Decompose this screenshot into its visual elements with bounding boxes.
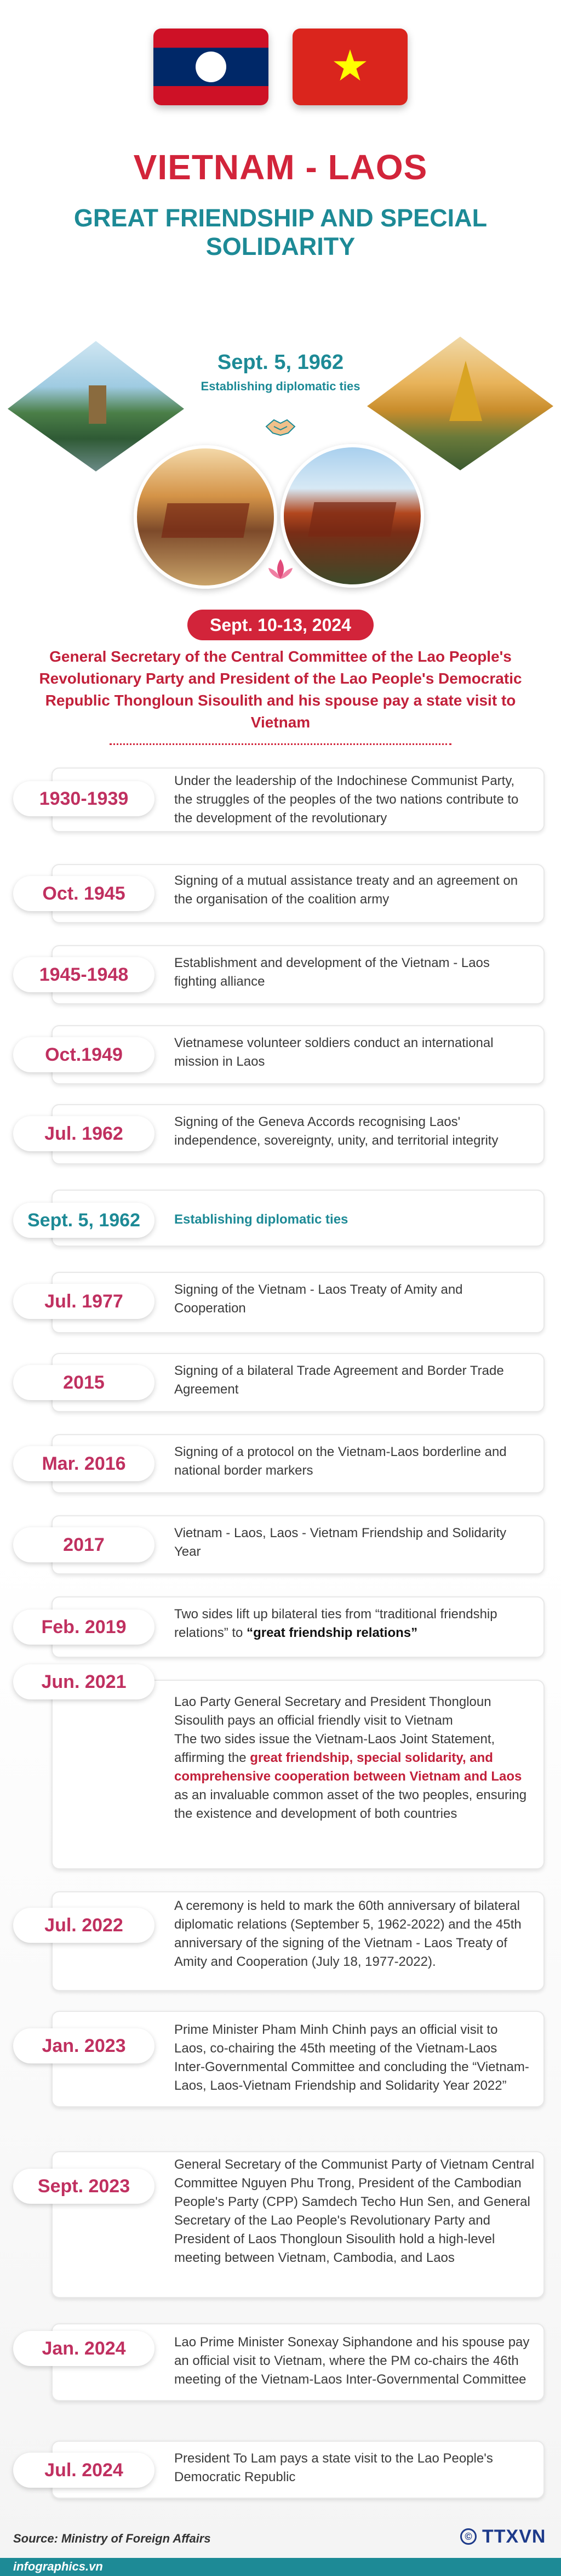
footer-bar (0, 2558, 561, 2576)
timeline-text: Vietnamese volunteer soldiers conduct an international mission in Laos (174, 1036, 494, 1069)
footer (0, 2498, 561, 2576)
timeline-text: Lao Party General Secretary and President Thongloun Sisoulith pays an official friendly visit to Vietnam The two sides issue the Vietnam-Laos Joint Statement, affirming the great friendship, special solidarity, and comprehensive cooperation between Vietnam and Laos as an invaluable common asset of the two peoples, ensuring the existence and development of both countries (174, 1694, 527, 1821)
timeline-date: Mar. 2016 (13, 1446, 154, 1481)
timeline-text: Signing of a bilateral Trade Agreement and Border Trade Agreement (174, 1363, 504, 1397)
timeline-text: Signing of a protocol on the Vietnam-Laos borderline and national border markers (174, 1445, 507, 1478)
source-credit: Source: Ministry of Foreign Affairs (13, 2532, 211, 2545)
timeline-date: 2017 (13, 1527, 154, 1562)
handshake-icon (264, 410, 297, 443)
timeline-date: Sept. 2023 (13, 2169, 154, 2204)
timeline-date: Jul. 1962 (13, 1116, 154, 1151)
state-visit-date-badge: Sept. 10-13, 2024 (187, 610, 374, 640)
page-subtitle: GREAT FRIENDSHIP AND SPECIAL SOLIDARITY (73, 204, 488, 260)
timeline-text: President To Lam pays a state visit to the Lao People's Democratic Republic (174, 2451, 493, 2484)
timeline-text: Vietnam - Laos, Laos - Vietnam Friendship and Solidarity Year (174, 1526, 507, 1559)
timeline-text: Under the leadership of the Indochinese Communist Party, the struggles of the peoples of the two nations contribute to the development of the revolutionary (174, 774, 519, 826)
timeline-date: Jan. 2024 (13, 2331, 154, 2366)
hero-date-1962-label: Establishing diplomatic ties (201, 379, 360, 393)
timeline-date: 1930-1939 (13, 781, 154, 816)
page-title: VIETNAM - LAOS (133, 147, 428, 187)
timeline-date: Oct. 1945 (13, 876, 154, 911)
timeline-text: Signing of the Vietnam - Laos Treaty of Amity and Cooperation (174, 1282, 463, 1316)
lotus-icon (265, 555, 296, 585)
lao-temple-photo (280, 444, 424, 588)
timeline-text: Lao Prime Minister Sonexay Siphandone and his spouse pay an official visit to Vietnam, where the PM co-chairs the 46th meeting of the Vietnam-Laos Inter-Governmental Committee (174, 2335, 530, 2387)
timeline-text: Signing of a mutual assistance treaty and an agreement on the organisation of the coalition army (174, 873, 518, 907)
timeline-date: Jan. 2023 (13, 2028, 154, 2063)
timeline-date: Jul. 2022 (13, 1908, 154, 1943)
site-link[interactable]: infographics.vn (13, 2560, 103, 2573)
timeline-text: A ceremony is held to mark the 60th anniversary of bilateral diplomatic relations (September 5, 1962-2022) and the 45th anniversary of the signing of the Vietnam - Laos Treaty of Amity and Cooperation (July 18, 1977-2022). (174, 1898, 522, 1969)
timeline-date: 1945-1948 (13, 957, 154, 992)
timeline-text: Signing of the Geneva Accords recognising Laos' independence, sovereignty, unity, and territorial integrity (174, 1114, 499, 1148)
laos-flag-icon (153, 29, 268, 105)
timeline-date: Jul. 1977 (13, 1284, 154, 1319)
timeline-date: Jun. 2021 (13, 1664, 154, 1699)
hero-illustration (0, 329, 561, 636)
timeline-text: Prime Minister Pham Minh Chinh pays an official visit to Laos, co-chairing the 45th meeting of the Vietnam-Laos Inter-Governmental Committee and concluding the “Vietnam-Laos, Laos-Vietnam Friendship and Solidarity Year 2022” (174, 2022, 529, 2093)
timeline-text: Two sides lift up bilateral ties from “traditional friendship relations” to “great friendship relations” (174, 1607, 497, 1640)
timeline-date: Jul. 2024 (13, 2453, 154, 2488)
timeline-text: Establishment and development of the Vietnam - Laos fighting alliance (174, 956, 490, 989)
hero-date-1962: Sept. 5, 1962 (217, 351, 344, 374)
timeline-text: General Secretary of the Communist Party of Vietnam Central Committee Nguyen Phu Trong, President of the Cambodian People's Party (CPP) Samdech Techo Hun Sen, and General Secretary of the Lao People's Revolutionary Party and President of Laos Thongloun Sisoulith hold a high-level meeting between Vietnam, Cambodia, and Laos (174, 2157, 535, 2265)
timeline-text: Establishing diplomatic ties (174, 1212, 348, 1227)
timeline-date: 2015 (13, 1365, 154, 1400)
vietnam-flag-icon: ★ (293, 29, 408, 105)
timeline-date: Oct.1949 (13, 1037, 154, 1072)
timeline-date: Feb. 2019 (13, 1610, 154, 1645)
timeline-date: Sept. 5, 1962 (13, 1203, 154, 1238)
flags (0, 29, 561, 111)
state-visit-summary: General Secretary of the Central Committee of the Lao People's Revolutionary Party and President of the Lao People's Democratic Republic Thongloun Sisoulith and his spouse pay a state visit to Vietnam (39, 648, 522, 731)
ttxvn-logo-icon: © TTXVN (460, 2526, 553, 2548)
divider (110, 743, 451, 745)
old-town-photo (134, 445, 277, 589)
